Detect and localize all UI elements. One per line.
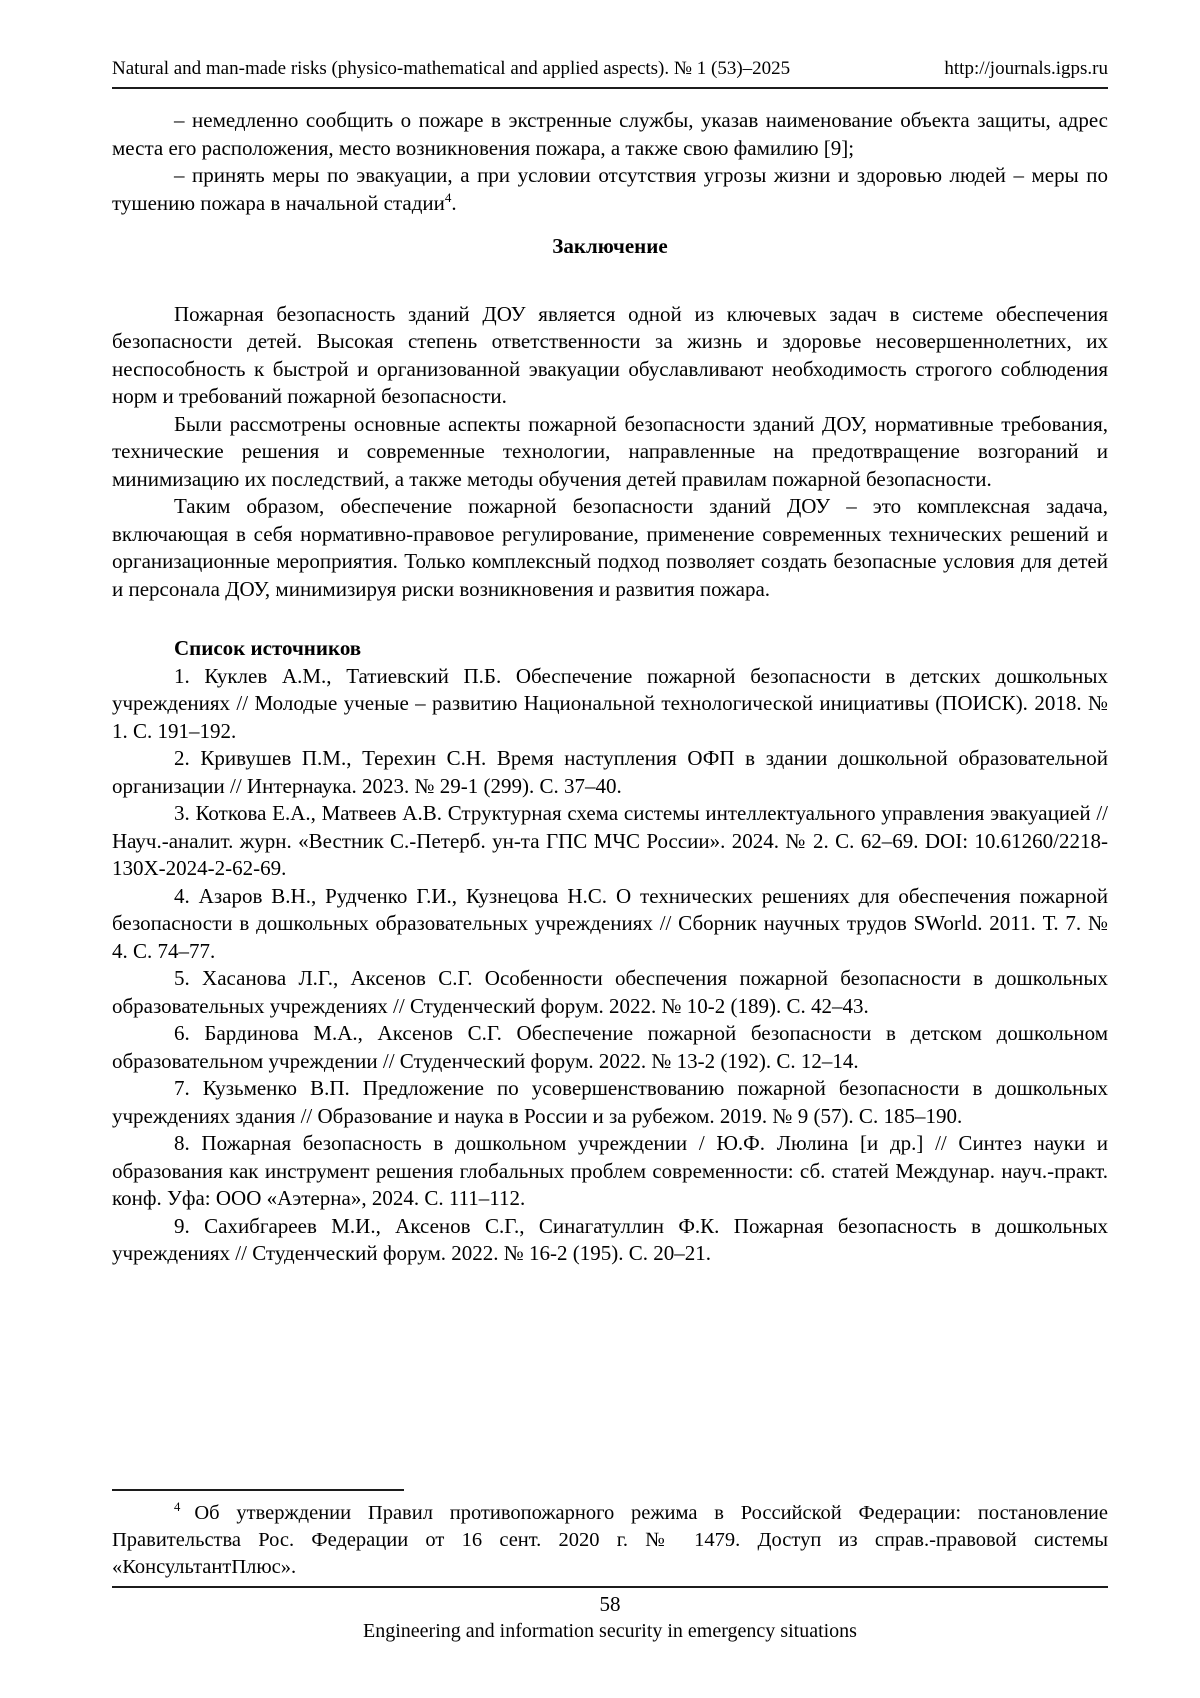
journal-url: http://journals.igps.ru <box>944 58 1108 79</box>
footer-separator <box>112 1586 1108 1588</box>
page-header <box>112 58 1108 89</box>
fire-action-item-evacuate-tail: . <box>451 190 457 215</box>
page-bottom <box>112 1489 1108 1644</box>
page-number: 58 <box>599 1592 621 1616</box>
reference-item: 6. Бардинова М.А., Аксенов С.Г. Обеспечение пожарной безопасности в детском дошкольном образовательном учреждении // Студенческий форум. 2022. № 13-2 (192). С. 12–14. <box>112 1021 1108 1073</box>
reference-item: 2. Кривушев П.М., Терехин С.Н. Время наступления ОФП в здании дошкольной образовательной организации // Интернаука. 2023. № 29-1 (299). С. 37–40. <box>112 746 1108 798</box>
reference-item: 7. Кузьменко В.П. Предложение по усовершенствованию пожарной безопасности в дошкольных учреждениях здания // Образование и наука в России и за рубежом. 2019. № 9 (57). С. 185–190. <box>112 1076 1108 1128</box>
conclusion-paragraph: Таким образом, обеспечение пожарной безопасности зданий ДОУ – это комплексная задача, включающая в себя нормативно-правовое регулирование, применение современных технических решений и организационные мероприятия. Только комплексный подход позволяет создать безопасные условия для детей и персонала ДОУ, минимизируя риски возникновения и развития пожара. <box>112 494 1108 601</box>
page-footer <box>112 1586 1108 1644</box>
reference-item: 9. Сахибгареев М.И., Аксенов С.Г., Синагатуллин Ф.К. Пожарная безопасность в дошкольных учреждениях // Студенческий форум. 2022. № 16-2 (195). С. 20–21. <box>112 1213 1108 1265</box>
journal-section-title: Engineering and information security in emergency situations <box>363 1620 857 1642</box>
reference-item: 8. Пожарная безопасность в дошкольном учреждении / Ю.Ф. Люлина [и др.] // Синтез науки и образования как инструмент решения глобальных проблем современности: сб. статей Междунар. науч.-практ. конф. Уфа: ООО «Аэтерна», 2024. С. 111–112. <box>112 1131 1108 1210</box>
footnote-text: Об утверждении Правил противопожарного режима в Российской Федерации: постановление Правительства Рос. Федерации от 16 сент. 2020 г. № 1479. Доступ из справ.-правовой системы «КонсультантПлюс». <box>112 1502 1108 1578</box>
conclusion-paragraph: Были рассмотрены основные аспекты пожарной безопасности зданий ДОУ, нормативные требования, технические решения и современные технологии, направленные на предотвращение возгораний и минимизацию их последствий, а также методы обучения детей правилам пожарной безопасности. <box>112 411 1108 491</box>
reference-item: 1. Куклев А.М., Татиевский П.Б. Обеспечение пожарной безопасности в детских дошкольных учреждениях // Молодые ученые – развитию Национальной технологической инициативы (ПОИСК). 2018. № 1. С. 191–192. <box>112 663 1108 743</box>
journal-title: Natural and man-made risks (physico-mathematical and applied aspects). № 1 (53)–2025 <box>112 58 791 79</box>
reference-item: 4. Азаров В.Н., Рудченко Г.И., Кузнецова Н.С. О технических решениях для обеспечения пожарной безопасности в дошкольных образовательных учреждениях // Сборник научных трудов SWorld. 2011. Т. 7. № 4. С. 74–77. <box>112 883 1108 963</box>
footnote <box>112 1500 1108 1581</box>
reference-item: 5. Хасанова Л.Г., Аксенов С.Г. Особенности обеспечения пожарной безопасности в дошкольных образовательных учреждениях // Студенческий форум. 2022. № 10-2 (189). С. 42–43. <box>112 966 1108 1018</box>
fire-action-item-report: – немедленно сообщить о пожаре в экстренные службы, указав наименование объекта защиты, адрес места его расположения, место возникновения пожара, а также свою фамилию [9]; <box>112 108 1108 160</box>
sources-heading: Список источников <box>174 636 362 660</box>
conclusion-heading: Заключение <box>552 234 668 258</box>
fire-action-item-evacuate-text: – принять меры по эвакуации, а при условии отсутствия угрозы жизни и здоровью людей – меры по тушению пожара в начальной стадии <box>112 163 1108 215</box>
reference-item: 3. Коткова Е.А., Матвеев А.В. Структурная схема системы интеллектуального управления эвакуацией // Науч.-аналит. журн. «Вестник С.-Петерб. ун-та ГПС МЧС России». 2024. № 2. С. 62–69. DOI: 10.61260/2218-130X-2024-2-62-69. <box>112 801 1108 880</box>
fire-action-item-evacuate <box>112 162 1108 217</box>
footnote-separator <box>112 1489 404 1491</box>
footnote-marker: 4 <box>174 1500 181 1515</box>
page-content <box>112 107 1108 1268</box>
footnote-reference-marker: 4 <box>444 189 452 205</box>
conclusion-paragraph: Пожарная безопасность зданий ДОУ является одной из ключевых задач в системе обеспечения безопасности детей. Высокая степень ответственности за жизнь и здоровье несовершеннолетних, их неспособность к быстрой и организованной эвакуации обуславливают необходимость строгого соблюдения норм и требований пожарной безопасности. <box>112 301 1108 408</box>
